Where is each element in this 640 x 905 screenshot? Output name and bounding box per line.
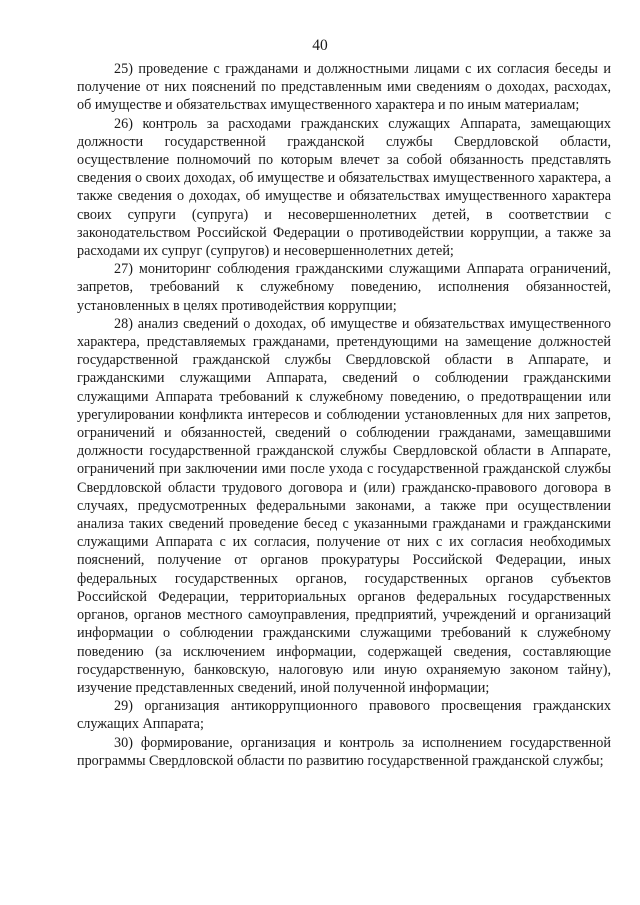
paragraph-item-28: 28) анализ сведений о доходах, об имуществе и обязательствах имущественного характера, представляемых гражданами, претендующими на замещение должностей государственной гражданской службы Свердловской области в Аппарате, и гражданскими служащими Аппарата, сведений о соблюдении гражданскими служащими Аппарата требований к служебному поведению, о предотвращении или урегулировании конфликта интересов и соблюдении установленных для них запретов, ограничений и обязанностей, сведений о соблюдении гражданами, замещавшими должности государственной гражданской службы Свердловской области в Аппарате, ограничений при заключении ими после ухода с государственной гражданской службы Свердловской области трудового договора и (или) гражданско-правового договора в случаях, предусмотренных федеральными законами, а также при осуществлении анализа таких сведений проведение бесед с указанными гражданами и гражданскими служащими Аппарата с их согласия, получение от них с их согласия необходимых пояснений, получение от органов прокуратуры Российской Федерации, иных федеральных государственных органов, государственных органов субъектов Российской Федерации, территориальных органов федеральных государственных органов, органов местного самоуправления, предприятий, учреждений и организаций информации о соблюдении гражданскими служащими требований к служебному поведению (за исключением информации, содержащей сведения, составляющие государственную, банковскую, налоговую или иную охраняемую законом тайну), изучение представленных сведений, иной полученной информации; — [77, 315, 611, 696]
paragraph-item-29: 29) организация антикоррупционного правового просвещения гражданских служащих Аппарата; — [77, 698, 611, 733]
paragraph-item-27: 27) мониторинг соблюдения гражданскими служащими Аппарата ограничений, запретов, требований к служебному поведению, исполнения обязанностей, установленных в целях противодействия коррупции; — [77, 261, 611, 314]
paragraph-item-26: 26) контроль за расходами гражданских служащих Аппарата, замещающих должности государственной гражданской службы Свердловской области, осуществление полномочий по которым влечет за собой обязанность представлять сведения о своих доходах, об имуществе и обязательствах имущественного характера, а также сведения о доходах, об имуществе и обязательствах имущественного характера своих супруги (супруга) и несовершеннолетних детей, в соответствии с законодательством Российской Федерации о противодействии коррупции, а также за расходами их супруг (супругов) и несовершеннолетних детей; — [77, 115, 611, 260]
paragraph-item-25: 25) проведение с гражданами и должностными лицами с их согласия беседы и получение от них пояснений по представленным ими сведениям о доходах, расходах, об имуществе и обязательствах имущественного характера и по иным материалам; — [77, 61, 611, 114]
page-number: 40 — [312, 37, 328, 54]
paragraph-item-30: 30) формирование, организация и контроль за исполнением государственной программы Свердловской области по развитию государственной гражданской службы; — [77, 734, 611, 769]
document-body — [77, 60, 611, 770]
